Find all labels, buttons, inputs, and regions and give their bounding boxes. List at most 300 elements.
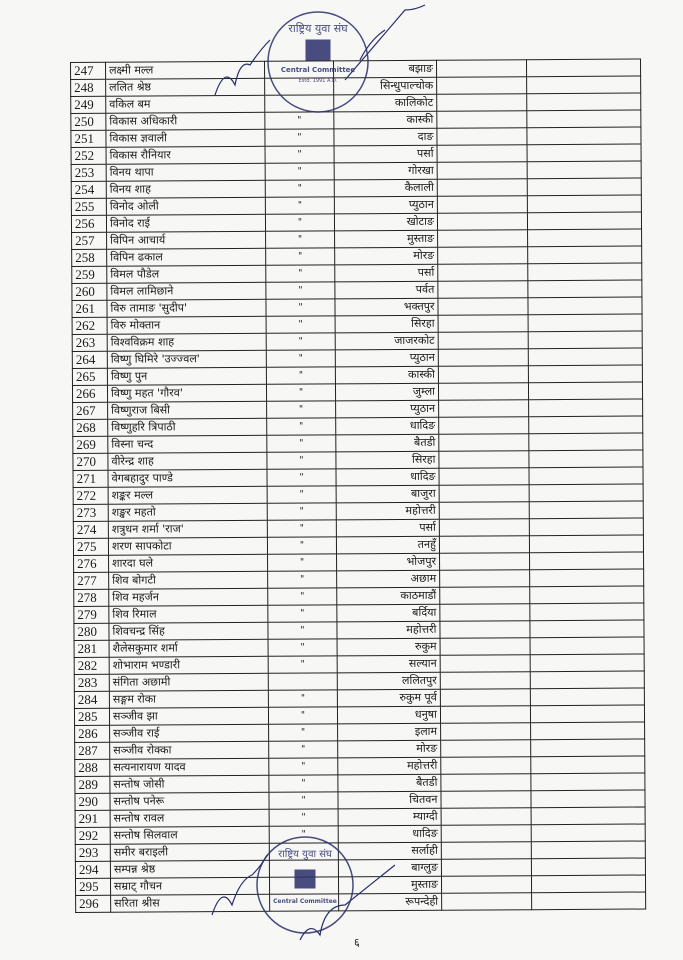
empty-cell <box>437 162 527 180</box>
member-name: सन्तोष जोसी <box>110 775 269 793</box>
member-name: वेगबहादुर पाण्डे <box>108 469 267 487</box>
row-number: 251 <box>71 130 106 147</box>
row-number: 249 <box>71 96 106 113</box>
member-name: शत्रुधन शर्मा 'राज' <box>108 520 267 538</box>
ditto-mark: " <box>268 588 337 605</box>
member-name: सङ्गम रोका <box>109 690 268 708</box>
member-name: विरु मोक्तान <box>107 316 266 334</box>
empty-cell <box>530 569 644 587</box>
member-name: शिव महर्जन <box>109 588 268 606</box>
member-name: विनय थापा <box>106 163 265 181</box>
district: कैलाली <box>334 179 437 197</box>
empty-cell <box>439 485 529 503</box>
ditto-mark: " <box>265 112 334 129</box>
district: महोत्तरी <box>338 757 441 775</box>
ditto-mark: " <box>265 214 334 231</box>
district: सल्यान <box>337 655 440 673</box>
district: धादिङ <box>338 825 441 843</box>
member-name: विपिन ढकाल <box>107 248 266 266</box>
empty-cell <box>531 722 645 740</box>
row-number: 252 <box>71 147 106 164</box>
empty-cell <box>437 196 527 214</box>
ditto-mark: " <box>269 741 338 758</box>
empty-cell <box>531 756 645 774</box>
empty-cell <box>527 93 641 111</box>
ditto-mark: " <box>268 622 337 639</box>
row-number: 256 <box>71 215 106 232</box>
member-name: संगिता अछामी <box>109 673 268 691</box>
row-number: 279 <box>74 606 109 623</box>
empty-cell <box>531 773 645 791</box>
row-number: 287 <box>75 742 110 759</box>
member-name: विकास अधिकारी <box>106 112 265 130</box>
empty-cell <box>528 229 642 247</box>
member-name: शङ्कर मल्ल <box>108 486 267 504</box>
member-name: विपिन आचार्य <box>107 231 266 249</box>
empty-cell <box>527 110 641 128</box>
ditto-mark: " <box>269 758 338 775</box>
row-number: 293 <box>75 844 110 861</box>
member-name: विनोद राई <box>106 214 265 232</box>
row-number: 285 <box>74 708 109 725</box>
district: प्युठान <box>334 196 437 214</box>
empty-cell <box>440 621 530 639</box>
ditto-mark: " <box>267 537 336 554</box>
district: धादिङ <box>336 417 439 435</box>
ditto-mark: " <box>269 826 338 843</box>
empty-cell <box>441 859 531 877</box>
ditto-mark: " <box>267 486 336 503</box>
row-number: 296 <box>76 895 111 912</box>
row-number: 275 <box>73 538 108 555</box>
member-name: सरिता श्रीस <box>111 894 270 912</box>
district: रुकुम पूर्व <box>337 689 440 707</box>
empty-cell <box>438 349 528 367</box>
district: धनुषा <box>337 706 440 724</box>
member-name: सञ्जीव राई <box>110 724 269 742</box>
member-name: शिव बोगटी <box>109 571 268 589</box>
empty-cell <box>527 76 641 94</box>
row-number: 290 <box>75 793 110 810</box>
member-name: सञ्जीव झा <box>109 707 268 725</box>
row-number: 263 <box>72 334 107 351</box>
district: चितवन <box>338 791 441 809</box>
ditto-mark: " <box>267 452 336 469</box>
district: बाजुरा <box>336 485 439 503</box>
ditto-mark: " <box>265 129 334 146</box>
empty-cell <box>439 451 529 469</box>
empty-cell <box>437 111 527 129</box>
empty-cell <box>530 688 644 706</box>
empty-cell <box>530 603 644 621</box>
row-number: 295 <box>75 878 110 895</box>
district: पर्वत <box>335 281 438 299</box>
empty-cell <box>439 519 529 537</box>
empty-cell <box>531 790 645 808</box>
district: बाग्लुङ <box>338 859 441 877</box>
member-table-body <box>71 59 646 912</box>
ditto-mark: " <box>268 605 337 622</box>
row-number: 255 <box>71 198 106 215</box>
member-table <box>70 59 646 913</box>
row-number: 268 <box>73 419 108 436</box>
ditto-mark <box>268 673 337 690</box>
row-number: 261 <box>72 300 107 317</box>
empty-cell <box>440 655 530 673</box>
ditto-mark: " <box>268 554 337 571</box>
ditto-mark <box>269 860 338 877</box>
member-name: शोभाराम भण्डारी <box>109 656 268 674</box>
empty-cell <box>528 382 642 400</box>
row-number: 248 <box>71 79 106 96</box>
district: जुम्ला <box>335 383 438 401</box>
empty-cell <box>528 297 642 315</box>
row-number: 271 <box>73 470 108 487</box>
empty-cell <box>437 77 527 95</box>
ditto-mark <box>265 95 334 112</box>
row-number: 270 <box>73 453 108 470</box>
district: तनहुँ <box>336 536 439 554</box>
ditto-mark: " <box>269 724 338 741</box>
ditto-mark <box>264 61 333 78</box>
row-number: 278 <box>74 589 109 606</box>
empty-cell <box>441 723 531 741</box>
district: काठमाडौं <box>337 587 440 605</box>
row-number: 289 <box>75 776 110 793</box>
ditto-mark <box>269 843 338 860</box>
row-number: 283 <box>74 674 109 691</box>
district: धादिङ <box>336 468 439 486</box>
empty-cell <box>441 876 531 894</box>
ditto-mark: " <box>266 248 335 265</box>
empty-cell <box>529 399 643 417</box>
empty-cell <box>440 553 530 571</box>
empty-cell <box>437 94 527 112</box>
empty-cell <box>528 348 642 366</box>
ditto-mark: " <box>267 418 336 435</box>
empty-cell <box>441 774 531 792</box>
ditto-mark: " <box>267 503 336 520</box>
empty-cell <box>531 858 645 876</box>
member-name: वीरेन्द्र शाह <box>108 452 267 470</box>
district: कास्की <box>334 111 437 129</box>
district: मोरङ <box>335 247 438 265</box>
ditto-mark <box>269 877 338 894</box>
empty-cell <box>530 620 644 638</box>
row-number: 291 <box>75 810 110 827</box>
empty-cell <box>531 739 645 757</box>
empty-cell <box>530 552 644 570</box>
member-name: शङ्खर महतो <box>108 503 267 521</box>
row-number: 266 <box>72 385 107 402</box>
ditto-mark: " <box>266 231 335 248</box>
empty-cell <box>528 314 642 332</box>
empty-cell <box>529 501 643 519</box>
empty-cell <box>531 807 645 825</box>
district: बैतडी <box>336 434 439 452</box>
empty-cell <box>529 433 643 451</box>
ditto-mark: " <box>266 316 335 333</box>
row-number: 247 <box>71 62 106 79</box>
district: प्युठान <box>336 400 439 418</box>
empty-cell <box>438 230 528 248</box>
district: दाङ <box>334 128 437 146</box>
ditto-mark: " <box>268 571 337 588</box>
empty-cell <box>532 892 646 910</box>
member-name: विष्णुराज बिसी <box>108 401 267 419</box>
ditto-mark: " <box>268 690 337 707</box>
member-name: शैलेसकुमार शर्मा <box>109 639 268 657</box>
member-name: सत्यनारायण यादव <box>110 758 269 776</box>
empty-cell <box>527 195 641 213</box>
empty-cell <box>436 60 526 78</box>
empty-cell <box>529 416 643 434</box>
district: रुकुम <box>337 638 440 656</box>
district: इलाम <box>338 723 441 741</box>
empty-cell <box>440 587 530 605</box>
member-name: विनय शाह <box>106 180 265 198</box>
stamp-established-text: Estd. 1991 A.D. <box>298 78 338 84</box>
district: सिन्धुपाल्चोक <box>334 77 437 95</box>
row-number: 253 <box>71 164 106 181</box>
member-name: विरु तामाङ 'सुदीप' <box>107 299 266 317</box>
empty-cell <box>440 706 530 724</box>
ditto-mark: " <box>267 469 336 486</box>
member-name: विमल पौडेल <box>107 265 266 283</box>
empty-cell <box>437 213 527 231</box>
member-name: विकास रौनियार <box>106 146 265 164</box>
row-number: 281 <box>74 640 109 657</box>
ditto-mark: " <box>267 435 336 452</box>
empty-cell <box>440 689 530 707</box>
row-number: 280 <box>74 623 109 640</box>
empty-cell <box>530 705 644 723</box>
empty-cell <box>531 841 645 859</box>
empty-cell <box>527 127 641 145</box>
empty-cell <box>440 672 530 690</box>
district: ललितपुर <box>337 672 440 690</box>
empty-cell <box>527 161 641 179</box>
empty-cell <box>441 791 531 809</box>
member-name: विमल लामिछाने <box>107 282 266 300</box>
district: बर्दिया <box>337 604 440 622</box>
empty-cell <box>439 417 529 435</box>
member-name: विष्णु पुन <box>107 367 266 385</box>
row-number: 294 <box>75 861 110 878</box>
member-name: सम्पन्न श्रेष्ठ <box>110 860 269 878</box>
member-name: समीर बराइली <box>110 843 269 861</box>
empty-cell <box>528 263 642 281</box>
row-number: 282 <box>74 657 109 674</box>
district: सिरहा <box>335 315 438 333</box>
ditto-mark: " <box>266 384 335 401</box>
empty-cell <box>527 212 641 230</box>
member-name: विनोद ओली <box>106 197 265 215</box>
member-name: वकिल बम <box>106 95 265 113</box>
empty-cell <box>441 757 531 775</box>
empty-cell <box>438 264 528 282</box>
empty-cell <box>528 331 642 349</box>
district: बझाङ <box>333 60 436 78</box>
ditto-mark: " <box>265 180 334 197</box>
row-number: 264 <box>72 351 107 368</box>
member-name: विष्णु घिमिरे 'उज्ज्वल' <box>107 350 266 368</box>
ditto-mark: " <box>266 299 335 316</box>
district: पर्सा <box>334 145 437 163</box>
row-number: 274 <box>73 521 108 538</box>
district: कालिकोट <box>334 94 437 112</box>
ditto-mark: " <box>268 639 337 656</box>
empty-cell <box>437 179 527 197</box>
empty-cell <box>439 536 529 554</box>
empty-cell <box>439 434 529 452</box>
empty-cell <box>529 484 643 502</box>
row-number: 258 <box>72 249 107 266</box>
ditto-mark: " <box>266 282 335 299</box>
ditto-mark: " <box>266 265 335 282</box>
district: भोजपुर <box>337 553 440 571</box>
district: जाजरकोट <box>335 332 438 350</box>
empty-cell <box>437 145 527 163</box>
ditto-mark: " <box>266 367 335 384</box>
row-number: 250 <box>71 113 106 130</box>
empty-cell <box>438 298 528 316</box>
row-number: 254 <box>71 181 106 198</box>
ditto-mark: " <box>268 707 337 724</box>
ditto-mark: " <box>266 333 335 350</box>
empty-cell <box>529 467 643 485</box>
empty-cell <box>439 468 529 486</box>
row-number: 257 <box>72 232 107 249</box>
district: रूपन्देही <box>339 893 442 911</box>
row-number: 277 <box>74 572 109 589</box>
empty-cell <box>438 281 528 299</box>
empty-cell <box>438 383 528 401</box>
empty-cell <box>530 654 644 672</box>
ditto-mark: " <box>269 809 338 826</box>
row-number: 259 <box>72 266 107 283</box>
empty-cell <box>528 365 642 383</box>
empty-cell <box>530 671 644 689</box>
member-name: सन्तोष रावल <box>110 809 269 827</box>
member-name: ललित श्रेष्ठ <box>106 78 265 96</box>
district: भक्तपुर <box>335 298 438 316</box>
empty-cell <box>530 637 644 655</box>
district: महोत्तरी <box>336 502 439 520</box>
member-name: विस्ना चन्द <box>108 435 267 453</box>
empty-cell <box>441 740 531 758</box>
district: खोटाङ <box>334 213 437 231</box>
empty-cell <box>526 59 640 77</box>
row-number: 273 <box>73 504 108 521</box>
row-number: 272 <box>73 487 108 504</box>
ditto-mark: " <box>267 520 336 537</box>
empty-cell <box>529 450 643 468</box>
row-number: 276 <box>74 555 109 572</box>
district: प्युठान <box>335 349 438 367</box>
district: मुस्ताङ <box>335 230 438 248</box>
ditto-mark: " <box>265 146 334 163</box>
member-name: शारदा घले <box>109 554 268 572</box>
empty-cell <box>529 535 643 553</box>
member-name: विश्वविक्रम शाह <box>107 333 266 351</box>
ditto-mark <box>265 78 334 95</box>
row-number: 284 <box>74 691 109 708</box>
member-name: सम्राट् गौचन <box>110 877 269 895</box>
ditto-mark: " <box>266 350 335 367</box>
page-number: ६ <box>354 936 360 949</box>
ditto-mark: " <box>267 401 336 418</box>
member-name: विष्णुहरि त्रिपाठी <box>108 418 267 436</box>
stamp-bottom-text: राष्ट्रिय युवा संघ <box>278 849 332 860</box>
stamp-top-text: राष्ट्रिय युवा संघ <box>288 22 348 35</box>
ditto-mark: " <box>269 775 338 792</box>
ditto-mark: " <box>268 656 337 673</box>
district: बैतडी <box>338 774 441 792</box>
ditto-mark: " <box>265 163 334 180</box>
empty-cell <box>531 824 645 842</box>
empty-cell <box>440 604 530 622</box>
row-number: 286 <box>75 725 110 742</box>
district: कास्की <box>335 366 438 384</box>
empty-cell <box>441 825 531 843</box>
district: मुस्ताङ <box>338 876 441 894</box>
empty-cell <box>440 638 530 656</box>
member-name: शिव रिमाल <box>109 605 268 623</box>
district: मोरङ <box>338 740 441 758</box>
stamp-committee-text: Central Committee <box>280 66 356 74</box>
member-name: विष्णु महत 'गौरव' <box>107 384 266 402</box>
empty-cell <box>531 875 645 893</box>
empty-cell <box>527 144 641 162</box>
row-number: 292 <box>75 827 110 844</box>
empty-cell <box>528 280 642 298</box>
row-number: 262 <box>72 317 107 334</box>
member-name: विकास ज्ञवाली <box>106 129 265 147</box>
member-name: सञ्जीव रोक्का <box>110 741 269 759</box>
district: म्याग्दी <box>338 808 441 826</box>
ditto-mark: " <box>265 197 334 214</box>
empty-cell <box>438 247 528 265</box>
member-name: शिवचन्द्र सिंह <box>109 622 268 640</box>
member-name: सन्तोष सिलवाल <box>110 826 269 844</box>
empty-cell <box>439 502 529 520</box>
district: सर्लाही <box>338 842 441 860</box>
empty-cell <box>437 128 527 146</box>
empty-cell <box>442 893 532 911</box>
member-name: शरण सापकोटा <box>108 537 267 555</box>
district: अछाम <box>337 570 440 588</box>
empty-cell <box>441 808 531 826</box>
district: गोरखा <box>334 162 437 180</box>
stamp-bottom-committee: Central Committee <box>273 898 337 905</box>
ditto-mark <box>270 894 339 911</box>
district: पर्सा <box>336 519 439 537</box>
empty-cell <box>439 400 529 418</box>
district: सिरहा <box>336 451 439 469</box>
row-number: 269 <box>73 436 108 453</box>
empty-cell <box>441 842 531 860</box>
ditto-mark: " <box>269 792 338 809</box>
empty-cell <box>527 178 641 196</box>
empty-cell <box>529 518 643 536</box>
table-row <box>76 892 646 912</box>
empty-cell <box>438 332 528 350</box>
empty-cell <box>530 586 644 604</box>
row-number: 267 <box>73 402 108 419</box>
row-number: 265 <box>72 368 107 385</box>
row-number: 288 <box>75 759 110 776</box>
